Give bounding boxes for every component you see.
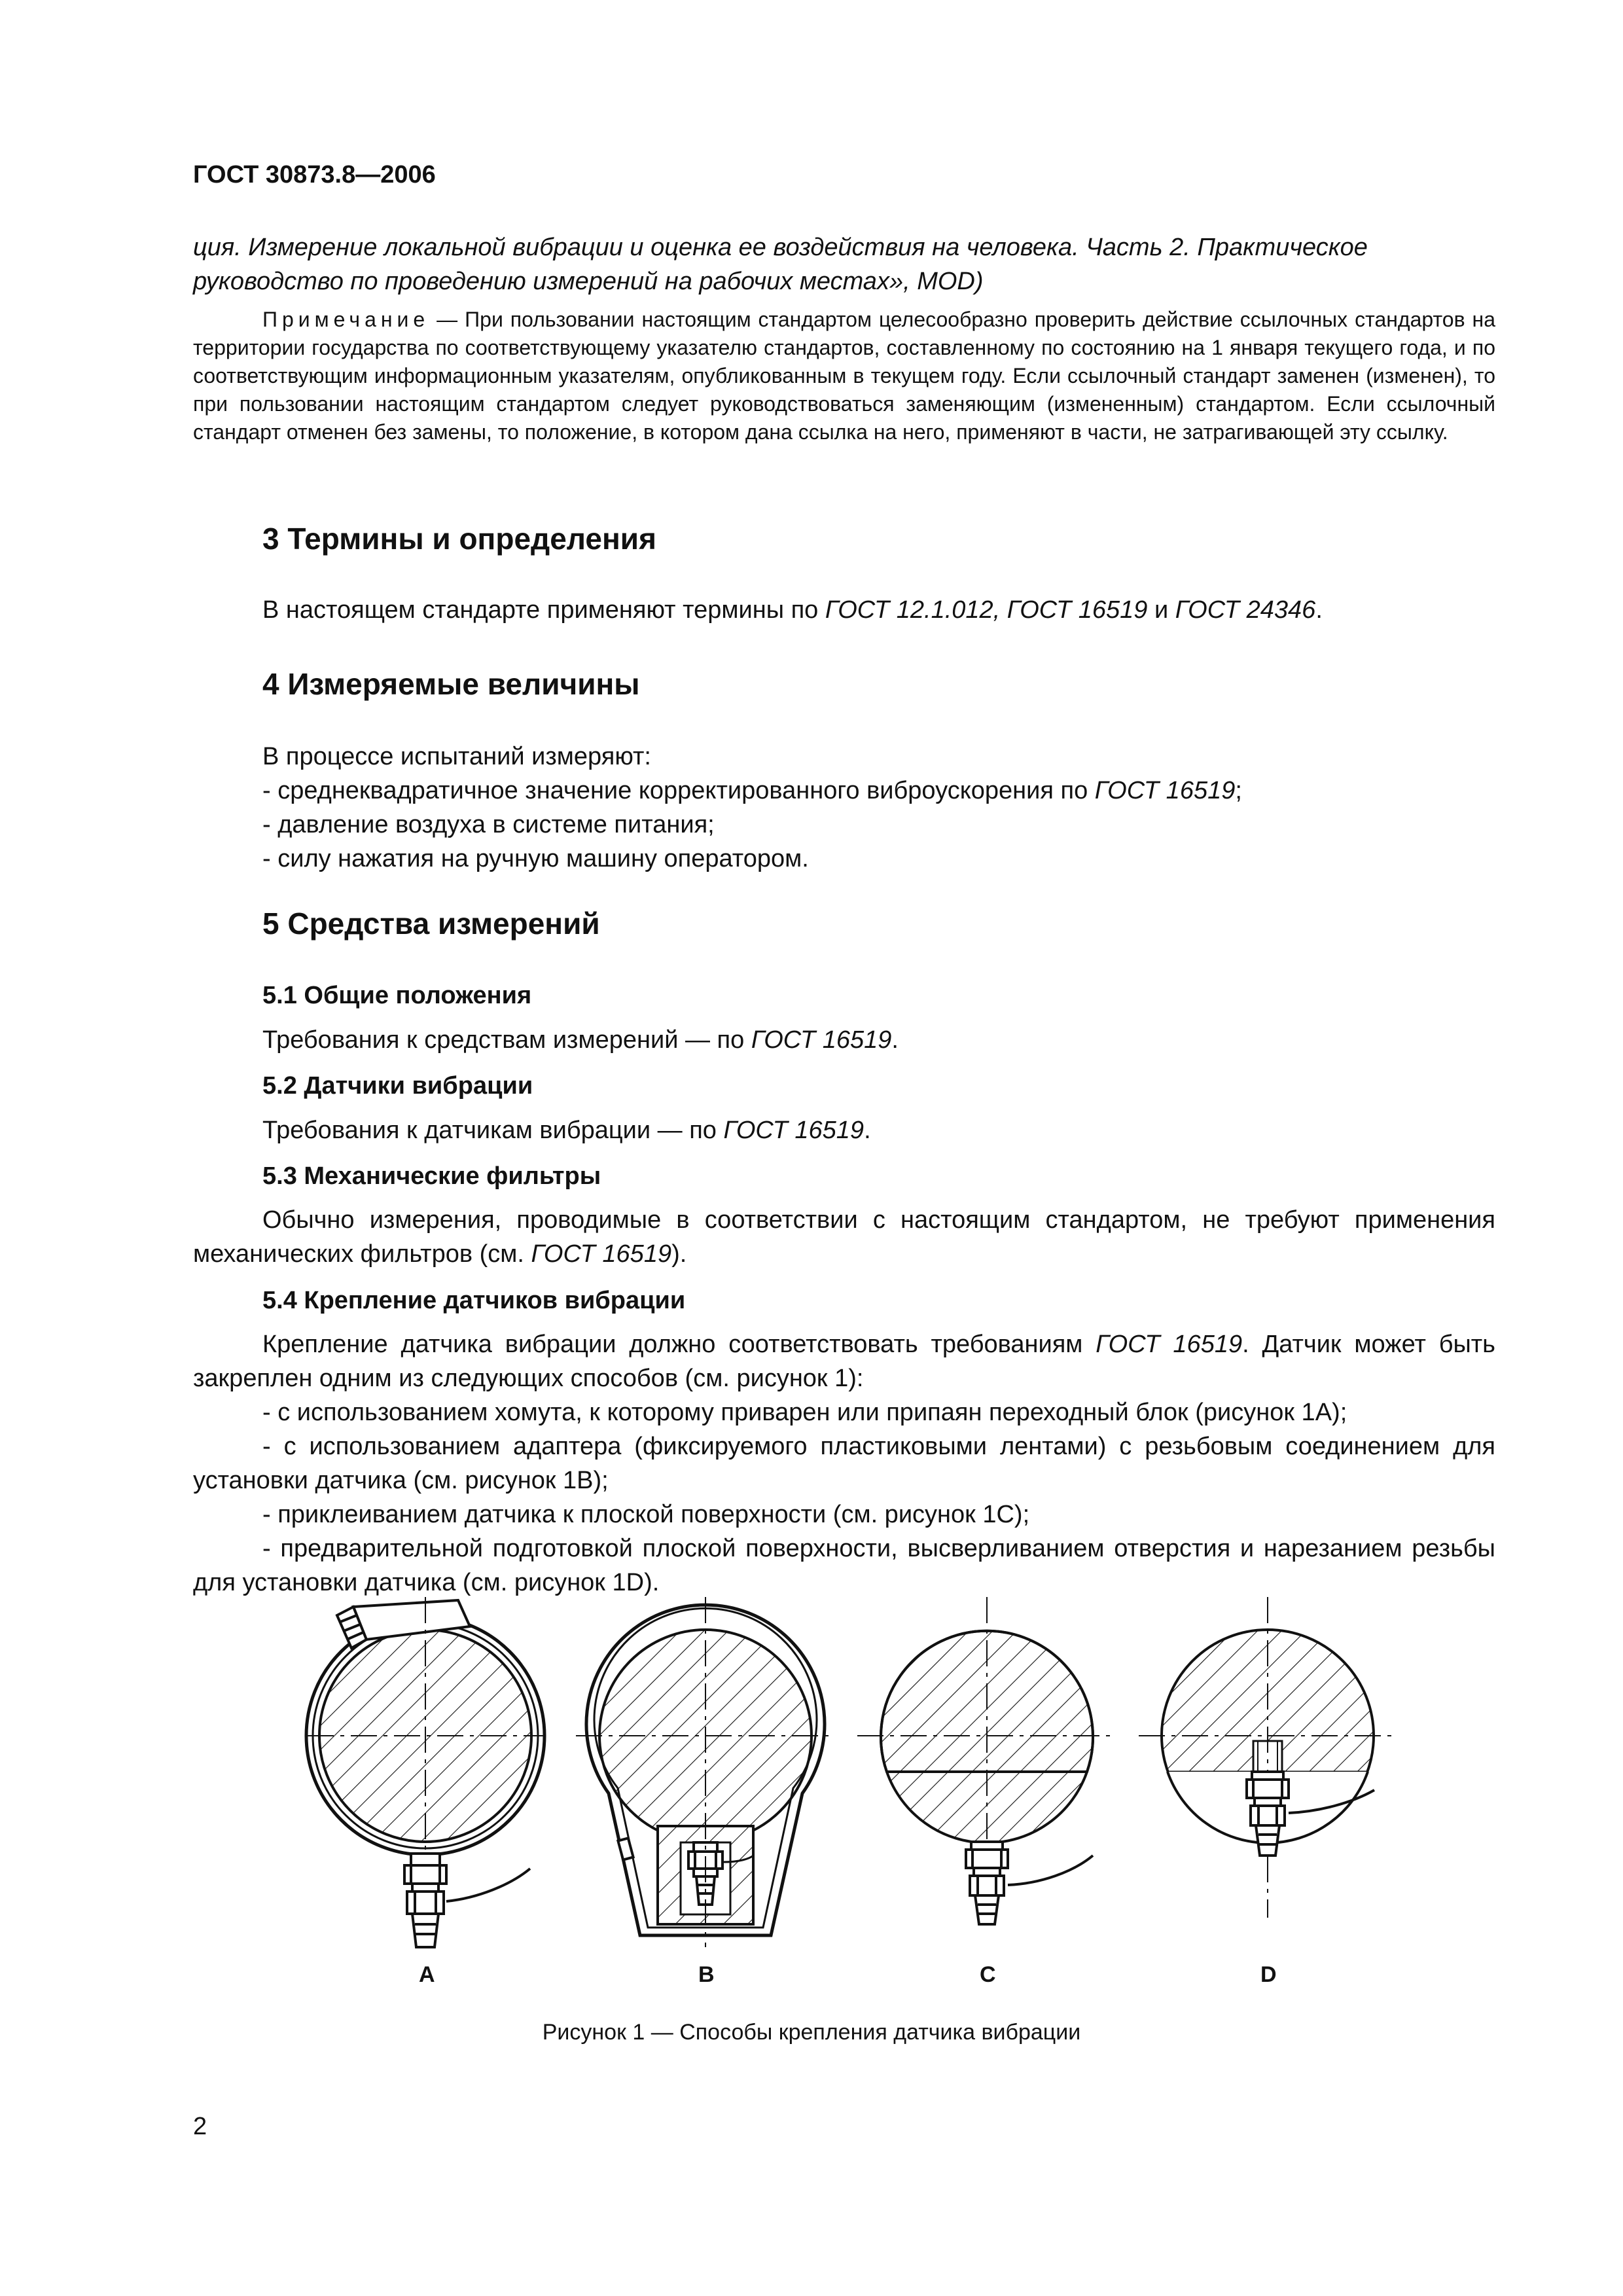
section-5-3-text-a: Обычно измерения, проводимые в соответствии с настоящим стандартом, не требуют применения механических фильтров (см. [193, 1206, 1495, 1268]
figure-label-d: D [1260, 1962, 1277, 1987]
reference-continuation-line2: руководство по проведению измерений на рабочих местах», MOD) [193, 268, 984, 295]
section-5-2-ref: ГОСТ 16519 [723, 1117, 865, 1144]
figure-caption: Рисунок 1 — Способы крепления датчика вибрации [542, 2020, 1081, 2045]
section-3-ref2: ГОСТ 24346 [1175, 596, 1316, 624]
section-3-title: 3 Термины и определения [262, 522, 656, 556]
section-4-item-2: - давление воздуха в системе питания; [262, 811, 715, 838]
section-5-4-title: 5.4 Крепление датчиков вибрации [262, 1287, 686, 1314]
figure-label-c: C [980, 1962, 996, 1987]
section-3-text-b: и [1147, 596, 1175, 624]
document-code: ГОСТ 30873.8—2006 [193, 161, 436, 188]
section-5-3-ref: ГОСТ 16519 [531, 1240, 672, 1268]
reference-continuation [193, 230, 1495, 298]
section-4-item-1-ref: ГОСТ 16519 [1094, 777, 1236, 804]
section-5-2-title: 5.2 Датчики вибрации [262, 1072, 533, 1100]
section-3-text-a: В настоящем стандарте применяют термины по [262, 596, 825, 624]
section-5-4-item-4: - предварительной подготовкой плоской поверхности, высверливанием отверстия и нарезанием резьбы для установки датчика (см. рисунок 1D). [193, 1535, 1495, 1596]
figure-variant-c [857, 1597, 1116, 1924]
section-5-1-title: 5.1 Общие положения [262, 982, 532, 1009]
section-5-3-title: 5.3 Механические фильтры [262, 1162, 601, 1190]
section-5-4-item-1: - с использованием хомута, к которому приварен или припаян переходный блок (рисунок 1A); [262, 1399, 1347, 1426]
section-4-item-1-end: ; [1235, 777, 1242, 804]
section-5-1-text [193, 1023, 1495, 1057]
page-number: 2 [193, 2113, 207, 2140]
section-5-2-text-b: . [864, 1117, 871, 1144]
note-paragraph [193, 306, 1495, 446]
section-4-item-1-text: - среднеквадратичное значение корректированного виброускорения по [262, 777, 1095, 804]
figure-label-a: A [419, 1962, 435, 1987]
figure-variant-d [1139, 1597, 1397, 1918]
section-5-4-item-3: - приклеиванием датчика к плоской поверхности (см. рисунок 1C); [262, 1501, 1030, 1528]
section-5-title: 5 Средства измерений [262, 906, 600, 941]
section-5-3-text-b: ). [671, 1240, 687, 1268]
section-5-2-text [193, 1113, 1495, 1147]
reference-continuation-line1: ция. Измерение локальной вибрации и оценка ее воздействия на человека. Часть 2. Практическое [193, 234, 1368, 261]
note-label: Примечание [262, 308, 430, 331]
section-4-item-1 [262, 774, 1242, 808]
section-5-4-text [193, 1327, 1495, 1395]
figure-label-b: B [698, 1962, 715, 1987]
section-5-4-ref: ГОСТ 16519 [1096, 1331, 1243, 1358]
figure-variant-a [306, 1597, 544, 1947]
section-3-text [193, 593, 1495, 627]
section-5-1-text-b: . [891, 1026, 899, 1054]
section-5-4-text-b: . Датчик может быть закреплен одним из следующих способов (см. рисунок 1): [193, 1331, 1495, 1392]
section-4-lead: В процессе испытаний измеряют: [262, 743, 651, 770]
section-3-text-c: . [1315, 596, 1323, 624]
section-5-1-text-a: Требования к средствам измерений — по [262, 1026, 751, 1054]
figure-variant-b [576, 1597, 835, 1947]
section-5-4-item-2: - с использованием адаптера (фиксируемого пластиковыми лентами) с резьбовым соединением для установки датчика (см. рисунок 1B); [193, 1433, 1495, 1494]
section-5-2-text-a: Требования к датчикам вибрации — по [262, 1117, 724, 1144]
section-3-ref1: ГОСТ 12.1.012, ГОСТ 16519 [825, 596, 1148, 624]
section-4-item-3: - силу нажатия на ручную машину оператором. [262, 845, 809, 872]
section-5-3-text [193, 1203, 1495, 1271]
section-5-4-text-a: Крепление датчика вибрации должно соответствовать требованиям [262, 1331, 1096, 1358]
section-5-1-ref: ГОСТ 16519 [751, 1026, 892, 1054]
note-text: — При пользовании настоящим стандартом целесообразно проверить действие ссылочных стандартов на территории государства по соответствующему указателю стандартов, составленному по состоянию на 1 января текущего года, и по соответствующим информационным указателям, опубликованным в текущем году. Если ссылочный стандарт заменен (изменен), то при пользовании настоящим стандартом следует руководствоваться заменяющим (измененным) стандартом. Если ссылочный стандарт отменен без замены, то положение, в котором дана ссылка на него, применяют в части, не затрагивающей эту ссылку. [193, 308, 1495, 444]
section-4-title: 4 Измеряемые величины [262, 667, 640, 701]
